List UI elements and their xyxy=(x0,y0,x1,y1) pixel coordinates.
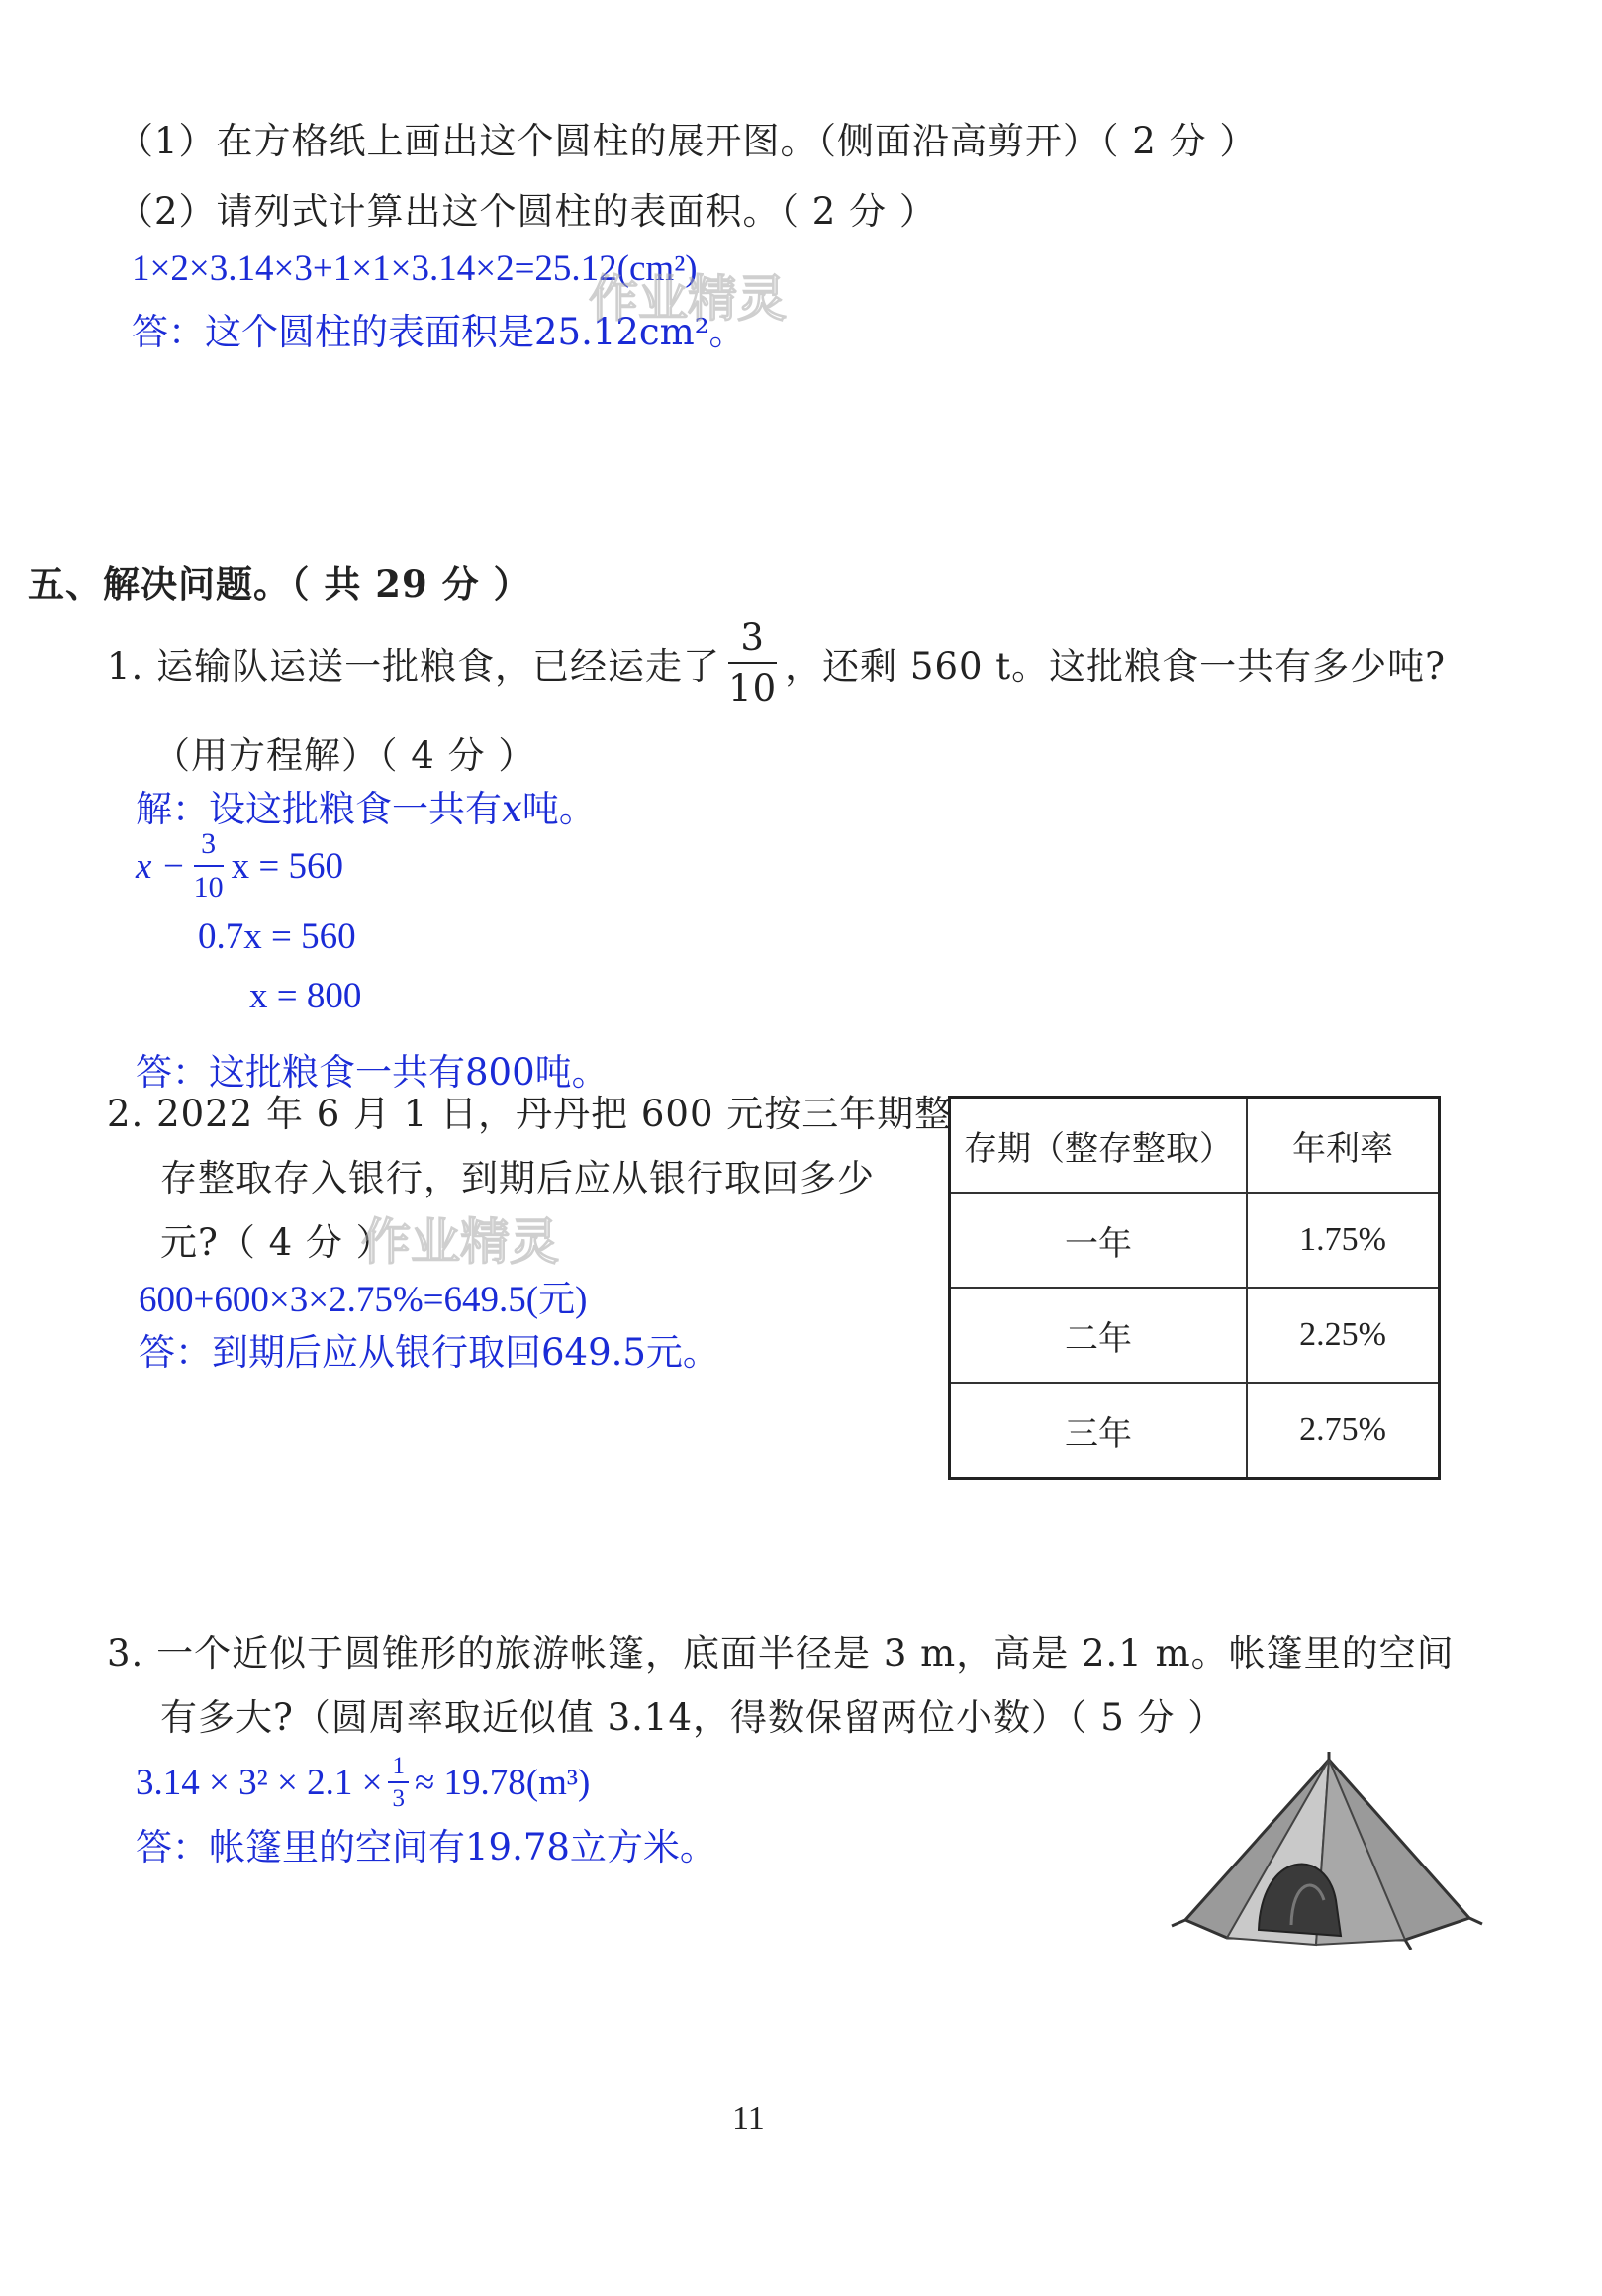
equation-1-fraction xyxy=(194,829,224,903)
question-4-2: （2）请列式计算出这个圆柱的表面积。（ 2 分 ） xyxy=(117,190,937,233)
table-row xyxy=(950,1193,1440,1288)
watermark-logo: 作业精灵 xyxy=(589,270,787,328)
problem-3-line-2: 有多大?（圆周率取近似值 3.14，得数保留两位小数）（ 5 分 ） xyxy=(160,1696,1226,1739)
answer-4-2-calc: 1×2×3.14×3+1×1×3.14×2=25.12(cm²) xyxy=(132,248,698,289)
calc-fraction-den: 3 xyxy=(392,1785,405,1812)
setup-variable: x xyxy=(502,788,522,830)
page-number: 11 xyxy=(732,2100,765,2137)
problem-1-text-b: ，还剩 560 t。这批粮食一共有多少吨? xyxy=(785,645,1447,688)
tent-stake-front xyxy=(1405,1940,1411,1950)
tent-stake-left xyxy=(1172,1920,1185,1926)
table-cell-rate: 1.75% xyxy=(1247,1193,1440,1288)
table-header-term: 存期（整存整取） xyxy=(950,1098,1248,1194)
problem-2-answer-text: 答：到期后应从银行取回649.5元。 xyxy=(139,1331,719,1374)
problem-3-answer-text: 答：帐篷里的空间有19.78立方米。 xyxy=(136,1826,716,1868)
problem-2-line-2: 存整取存入银行，到期后应从银行取回多少 xyxy=(160,1157,875,1199)
problem-1-fraction-den: 10 xyxy=(728,667,778,710)
table-row xyxy=(950,1383,1440,1479)
watermark-logo-2: 作业精灵 xyxy=(361,1213,559,1271)
question-4-1: （1）在方格纸上画出这个圆柱的展开图。（侧面沿高剪开）（ 2 分 ） xyxy=(117,120,1258,162)
calc-fraction-num: 1 xyxy=(388,1754,409,1783)
tent-stake-right xyxy=(1469,1918,1482,1924)
setup-text-b: 吨。 xyxy=(521,788,596,830)
table-header-row xyxy=(950,1098,1440,1194)
calc-left: 3.14 × 3² × 2.1 × xyxy=(136,1762,383,1803)
answer-4-2-text: 答：这个圆柱的表面积是25.12cm²。 xyxy=(132,311,746,353)
setup-text-a: 解：设这批粮食一共有 xyxy=(136,788,502,830)
problem-1-statement xyxy=(107,616,1446,711)
problem-2-answer-calc: 600+600×3×2.75%=649.5(元) xyxy=(139,1280,588,1320)
section-five-heading: 五、解决问题。（ 共 29 分 ） xyxy=(28,562,531,606)
equation-1-left: x − xyxy=(136,845,186,887)
problem-1-fraction xyxy=(728,617,778,710)
table-cell-term: 三年 xyxy=(950,1383,1248,1479)
problem-2-line-1: 2. 2022 年 6 月 1 日，丹丹把 600 元按三年期整 xyxy=(107,1093,953,1135)
problem-1-equation-2: 0.7x = 560 xyxy=(198,916,356,957)
problem-1-equation-1 xyxy=(136,826,343,906)
problem-2-line-3: 元?（ 4 分 ） xyxy=(160,1221,394,1264)
problem-1-answer-setup xyxy=(136,779,596,832)
tent-illustration xyxy=(1168,1752,1484,1950)
table-cell-term: 二年 xyxy=(950,1288,1248,1383)
problem-3-answer-calc xyxy=(136,1752,590,1813)
equation-1-right: x = 560 xyxy=(231,845,344,887)
interest-rate-table xyxy=(948,1096,1441,1480)
table-header-rate: 年利率 xyxy=(1247,1098,1440,1194)
table-row xyxy=(950,1288,1440,1383)
equation-1-fraction-num: 3 xyxy=(194,829,224,867)
table-cell-term: 一年 xyxy=(950,1193,1248,1288)
problem-1-answer-final: 答：这批粮食一共有800吨。 xyxy=(136,1051,609,1094)
equation-1-fraction-den: 10 xyxy=(193,871,224,904)
table-cell-rate: 2.75% xyxy=(1247,1383,1440,1479)
calc-right: ≈ 19.78(m³) xyxy=(414,1762,591,1803)
problem-1-equation-3: x = 800 xyxy=(249,976,362,1016)
table-cell-rate: 2.25% xyxy=(1247,1288,1440,1383)
problem-3-line-1: 3. 一个近似于圆锥形的旅游帐篷，底面半径是 3 m，高是 2.1 m。帐篷里的空间 xyxy=(107,1632,1455,1674)
problem-1-fraction-num: 3 xyxy=(728,620,777,664)
problem-1-note: （用方程解）（ 4 分 ） xyxy=(153,734,536,777)
problem-1-text-a: 1. 运输队运送一批粮食，已经运走了 xyxy=(107,645,721,688)
calc-fraction xyxy=(388,1754,409,1811)
